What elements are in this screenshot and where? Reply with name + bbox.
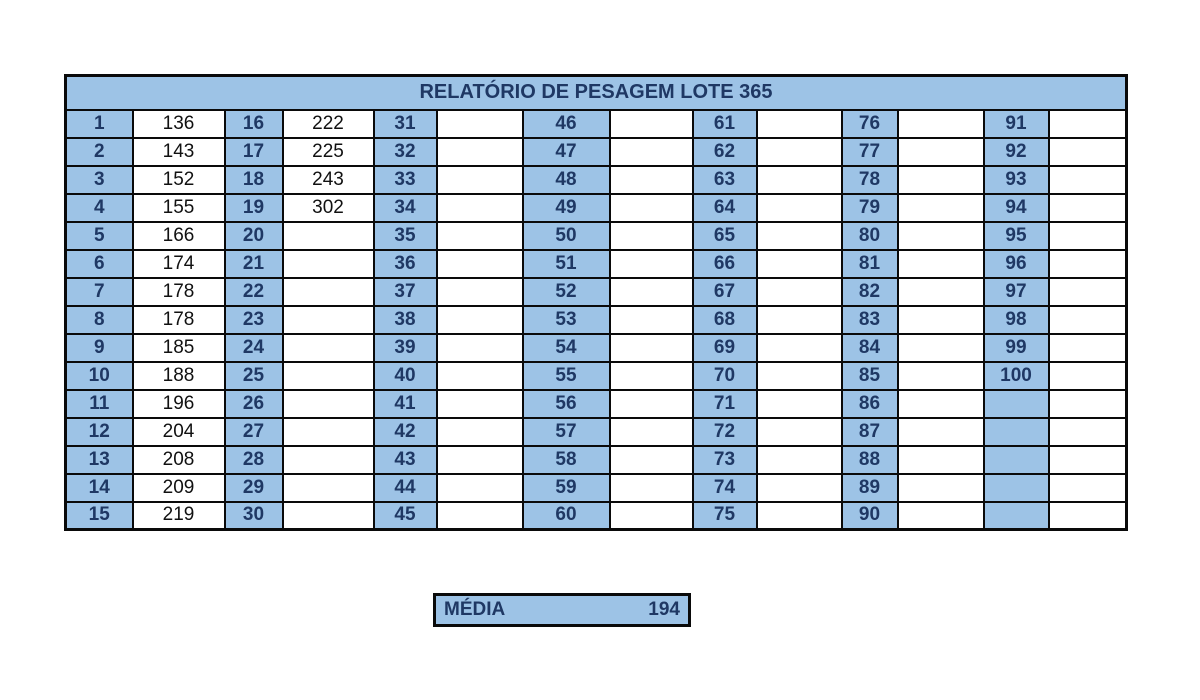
animal-number-cell: 48 [523, 166, 610, 194]
weight-value-cell: 136 [133, 110, 225, 138]
animal-number-cell: 69 [693, 334, 757, 362]
weight-value-cell [437, 166, 523, 194]
weight-value-cell [1049, 250, 1127, 278]
animal-number-cell: 89 [842, 474, 898, 502]
report-title: RELATÓRIO DE PESAGEM LOTE 365 [66, 76, 1127, 110]
weight-value-cell: 166 [133, 222, 225, 250]
weight-value-cell [757, 138, 842, 166]
animal-number-cell: 62 [693, 138, 757, 166]
animal-number-cell: 33 [374, 166, 437, 194]
animal-number-cell: 95 [984, 222, 1049, 250]
weight-value-cell [757, 474, 842, 502]
weight-value-cell: 209 [133, 474, 225, 502]
weight-value-cell [283, 334, 374, 362]
animal-number-cell: 37 [374, 278, 437, 306]
animal-number-cell: 4 [66, 194, 133, 222]
weight-value-cell [898, 418, 984, 446]
animal-number-cell: 71 [693, 390, 757, 418]
weight-value-cell [898, 502, 984, 530]
animal-number-cell: 64 [693, 194, 757, 222]
animal-number-cell: 83 [842, 306, 898, 334]
weight-value-cell [610, 446, 693, 474]
weight-value-cell [1049, 390, 1127, 418]
table-row [66, 334, 1127, 362]
animal-number-cell: 5 [66, 222, 133, 250]
animal-number-cell: 60 [523, 502, 610, 530]
animal-number-cell: 35 [374, 222, 437, 250]
weight-value-cell [610, 418, 693, 446]
animal-number-cell: 57 [523, 418, 610, 446]
weight-value-cell [437, 502, 523, 530]
weight-value-cell [757, 250, 842, 278]
animal-number-cell: 85 [842, 362, 898, 390]
animal-number-cell: 34 [374, 194, 437, 222]
weight-value-cell: 188 [133, 362, 225, 390]
weight-value-cell [757, 278, 842, 306]
animal-number-cell: 46 [523, 110, 610, 138]
weight-value-cell [898, 194, 984, 222]
animal-number-cell: 23 [225, 306, 283, 334]
weight-value-cell: 225 [283, 138, 374, 166]
weight-value-cell [757, 446, 842, 474]
weight-value-cell [898, 278, 984, 306]
weight-value-cell [1049, 502, 1127, 530]
weight-value-cell [610, 138, 693, 166]
weight-value-cell [610, 278, 693, 306]
weight-value-cell [610, 306, 693, 334]
weight-value-cell [437, 334, 523, 362]
animal-number-cell: 94 [984, 194, 1049, 222]
weight-value-cell [1049, 222, 1127, 250]
animal-number-cell: 70 [693, 362, 757, 390]
weight-value-cell [437, 306, 523, 334]
animal-number-cell: 59 [523, 474, 610, 502]
weight-value-cell [283, 250, 374, 278]
weight-value-cell [898, 222, 984, 250]
animal-number-cell: 78 [842, 166, 898, 194]
animal-number-cell: 29 [225, 474, 283, 502]
animal-number-cell: 21 [225, 250, 283, 278]
animal-number-cell: 76 [842, 110, 898, 138]
weight-value-cell [1049, 362, 1127, 390]
animal-number-cell: 45 [374, 502, 437, 530]
animal-number-cell: 68 [693, 306, 757, 334]
weight-value-cell [610, 250, 693, 278]
animal-number-cell: 96 [984, 250, 1049, 278]
animal-number-cell: 55 [523, 362, 610, 390]
animal-number-cell: 80 [842, 222, 898, 250]
table-row [66, 502, 1127, 530]
weight-value-cell [610, 474, 693, 502]
animal-number-cell: 86 [842, 390, 898, 418]
animal-number-cell: 14 [66, 474, 133, 502]
table-row [66, 446, 1127, 474]
animal-number-cell: 32 [374, 138, 437, 166]
weight-value-cell [610, 166, 693, 194]
animal-number-cell: 43 [374, 446, 437, 474]
animal-number-cell: 27 [225, 418, 283, 446]
weight-value-cell: 208 [133, 446, 225, 474]
weight-value-cell [283, 418, 374, 446]
weight-value-cell [283, 502, 374, 530]
weight-value-cell [1049, 110, 1127, 138]
weight-value-cell [757, 502, 842, 530]
animal-number-cell: 17 [225, 138, 283, 166]
weight-value-cell [757, 166, 842, 194]
weight-value-cell [1049, 166, 1127, 194]
animal-number-cell: 40 [374, 362, 437, 390]
weight-value-cell: 155 [133, 194, 225, 222]
animal-number-cell: 100 [984, 362, 1049, 390]
weight-value-cell [1049, 474, 1127, 502]
animal-number-cell: 97 [984, 278, 1049, 306]
weight-value-cell [437, 222, 523, 250]
weight-value-cell: 222 [283, 110, 374, 138]
weight-value-cell [437, 138, 523, 166]
animal-number-cell: 36 [374, 250, 437, 278]
animal-number-cell [984, 418, 1049, 446]
animal-number-cell: 8 [66, 306, 133, 334]
animal-number-cell: 63 [693, 166, 757, 194]
animal-number-cell: 79 [842, 194, 898, 222]
weight-value-cell [757, 222, 842, 250]
animal-number-cell: 58 [523, 446, 610, 474]
table-row [66, 390, 1127, 418]
weight-value-cell: 185 [133, 334, 225, 362]
animal-number-cell: 87 [842, 418, 898, 446]
weight-value-cell: 152 [133, 166, 225, 194]
animal-number-cell: 65 [693, 222, 757, 250]
animal-number-cell: 44 [374, 474, 437, 502]
animal-number-cell: 9 [66, 334, 133, 362]
animal-number-cell: 51 [523, 250, 610, 278]
animal-number-cell: 91 [984, 110, 1049, 138]
animal-number-cell [984, 474, 1049, 502]
weight-value-cell [283, 278, 374, 306]
weight-value-cell [757, 334, 842, 362]
weight-value-cell [437, 362, 523, 390]
animal-number-cell: 98 [984, 306, 1049, 334]
weight-value-cell [1049, 306, 1127, 334]
animal-number-cell: 92 [984, 138, 1049, 166]
animal-number-cell: 73 [693, 446, 757, 474]
weight-value-cell [1049, 334, 1127, 362]
weight-value-cell [283, 474, 374, 502]
average-box [433, 593, 691, 627]
animal-number-cell: 22 [225, 278, 283, 306]
weight-value-cell [757, 110, 842, 138]
weight-value-cell: 219 [133, 502, 225, 530]
animal-number-cell: 1 [66, 110, 133, 138]
weight-value-cell [898, 306, 984, 334]
animal-number-cell: 54 [523, 334, 610, 362]
table-row [66, 278, 1127, 306]
weight-value-cell [898, 446, 984, 474]
weight-value-cell [283, 222, 374, 250]
weight-value-cell [1049, 418, 1127, 446]
weight-value-cell [610, 334, 693, 362]
animal-number-cell: 99 [984, 334, 1049, 362]
weight-value-cell [437, 110, 523, 138]
table-row [66, 110, 1127, 138]
weight-value-cell [1049, 446, 1127, 474]
weight-value-cell [898, 474, 984, 502]
animal-number-cell: 3 [66, 166, 133, 194]
animal-number-cell: 26 [225, 390, 283, 418]
animal-number-cell: 15 [66, 502, 133, 530]
average-value: 194 [648, 599, 680, 620]
weight-value-cell [757, 418, 842, 446]
animal-number-cell [984, 446, 1049, 474]
animal-number-cell: 53 [523, 306, 610, 334]
animal-number-cell: 47 [523, 138, 610, 166]
animal-number-cell: 84 [842, 334, 898, 362]
animal-number-cell: 18 [225, 166, 283, 194]
animal-number-cell: 12 [66, 418, 133, 446]
animal-number-cell: 56 [523, 390, 610, 418]
weight-value-cell: 204 [133, 418, 225, 446]
animal-number-cell: 19 [225, 194, 283, 222]
weight-value-cell [1049, 194, 1127, 222]
animal-number-cell: 81 [842, 250, 898, 278]
weight-value-cell [610, 222, 693, 250]
weight-value-cell [283, 362, 374, 390]
animal-number-cell: 25 [225, 362, 283, 390]
weight-value-cell [437, 390, 523, 418]
weight-value-cell [610, 110, 693, 138]
animal-number-cell: 16 [225, 110, 283, 138]
animal-number-cell: 52 [523, 278, 610, 306]
animal-number-cell: 38 [374, 306, 437, 334]
weight-value-cell [610, 362, 693, 390]
animal-number-cell: 61 [693, 110, 757, 138]
animal-number-cell: 2 [66, 138, 133, 166]
animal-number-cell: 28 [225, 446, 283, 474]
weight-value-cell: 178 [133, 278, 225, 306]
animal-number-cell: 74 [693, 474, 757, 502]
animal-number-cell: 39 [374, 334, 437, 362]
animal-number-cell: 10 [66, 362, 133, 390]
weight-value-cell: 174 [133, 250, 225, 278]
weight-value-cell [1049, 278, 1127, 306]
weight-value-cell [898, 138, 984, 166]
weight-value-cell [437, 250, 523, 278]
weight-value-cell [610, 502, 693, 530]
animal-number-cell [984, 390, 1049, 418]
weight-value-cell: 196 [133, 390, 225, 418]
animal-number-cell: 93 [984, 166, 1049, 194]
weight-value-cell [437, 418, 523, 446]
weight-value-cell: 143 [133, 138, 225, 166]
table-row [66, 362, 1127, 390]
animal-number-cell: 7 [66, 278, 133, 306]
weight-value-cell [610, 390, 693, 418]
weight-value-cell [898, 390, 984, 418]
weight-value-cell [283, 446, 374, 474]
table-row [66, 222, 1127, 250]
animal-number-cell: 13 [66, 446, 133, 474]
animal-number-cell: 42 [374, 418, 437, 446]
animal-number-cell: 75 [693, 502, 757, 530]
table-row [66, 138, 1127, 166]
animal-number-cell: 49 [523, 194, 610, 222]
weighing-report-table [64, 74, 1128, 531]
average-label: MÉDIA [444, 599, 506, 620]
weight-value-cell [898, 250, 984, 278]
weight-value-cell [283, 390, 374, 418]
animal-number-cell: 31 [374, 110, 437, 138]
weight-value-cell [898, 362, 984, 390]
animal-number-cell: 11 [66, 390, 133, 418]
animal-number-cell: 82 [842, 278, 898, 306]
weight-value-cell [437, 194, 523, 222]
animal-number-cell: 77 [842, 138, 898, 166]
animal-number-cell: 72 [693, 418, 757, 446]
weight-value-cell [757, 194, 842, 222]
animal-number-cell: 67 [693, 278, 757, 306]
animal-number-cell [984, 502, 1049, 530]
weight-value-cell [437, 446, 523, 474]
animal-number-cell: 50 [523, 222, 610, 250]
table-row [66, 418, 1127, 446]
weight-value-cell: 178 [133, 306, 225, 334]
animal-number-cell: 90 [842, 502, 898, 530]
table-row [66, 474, 1127, 502]
weight-value-cell [437, 278, 523, 306]
weight-value-cell [437, 474, 523, 502]
animal-number-cell: 88 [842, 446, 898, 474]
weight-value-cell [757, 306, 842, 334]
weight-value-cell: 243 [283, 166, 374, 194]
animal-number-cell: 6 [66, 250, 133, 278]
weight-value-cell [898, 166, 984, 194]
table-row [66, 166, 1127, 194]
animal-number-cell: 20 [225, 222, 283, 250]
table-row [66, 194, 1127, 222]
animal-number-cell: 41 [374, 390, 437, 418]
animal-number-cell: 66 [693, 250, 757, 278]
weight-value-cell [757, 390, 842, 418]
table-row [66, 250, 1127, 278]
weight-value-cell [283, 306, 374, 334]
weight-value-cell [610, 194, 693, 222]
table-row [66, 306, 1127, 334]
weight-value-cell [898, 334, 984, 362]
weight-value-cell [898, 110, 984, 138]
animal-number-cell: 30 [225, 502, 283, 530]
weight-value-cell [1049, 138, 1127, 166]
animal-number-cell: 24 [225, 334, 283, 362]
weight-value-cell [757, 362, 842, 390]
weight-value-cell: 302 [283, 194, 374, 222]
